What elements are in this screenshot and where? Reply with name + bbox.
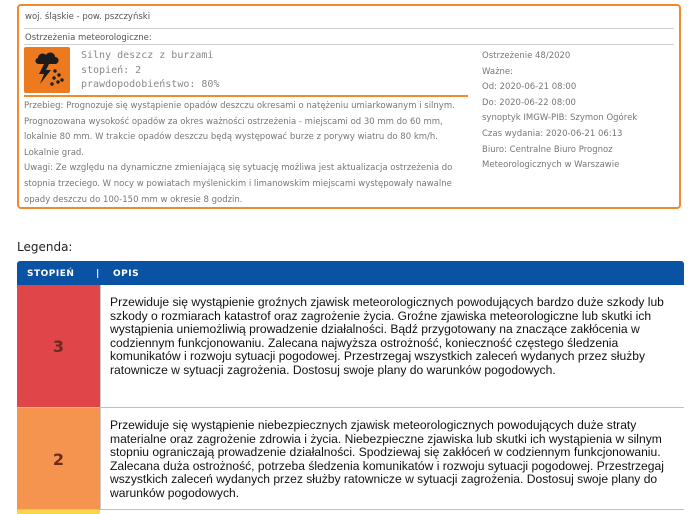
- level-cell: 2: [17, 408, 100, 510]
- legend-title: Legenda:: [17, 240, 73, 254]
- level-label: stopień: 2: [81, 64, 142, 76]
- valid-to: Do: 2020-06-22 08:00: [482, 97, 576, 108]
- divider: [24, 44, 674, 45]
- warning-summary: [81, 49, 219, 93]
- legend-row-2: [17, 408, 684, 510]
- description-column-header: OPIS: [113, 269, 140, 279]
- warning-meta: [482, 49, 677, 174]
- level-column-header: STOPIEŃ: [27, 269, 75, 279]
- warning-card: [17, 4, 681, 209]
- warning-number: Ostrzeżenie 48/2020: [482, 51, 571, 61]
- probability-label: prawdopodobieństwo: 80%: [81, 79, 220, 90]
- phenomenon-label: Silny deszcz z burzami: [81, 50, 214, 61]
- divider: [24, 28, 674, 29]
- divider: [100, 408, 101, 510]
- legend-row-3: [17, 285, 684, 408]
- course-text: Przebieg: Prognozuje się wystąpienie opadów deszczu okresami o natężeniu umiarkowanym i silnym. Prognozowana wysokość opadów za okres ważności ostrzeżenia - miejscami od 30 mm do 60 mm, lokalnie 80 mm. W trakcie opadów deszczu będą występować burze z porywy wiatru do 80 km/h. Lokalnie grad.: [24, 101, 455, 158]
- office-label: Biuro: Centralne Biuro Prognoz Meteorologicznych w Warszawie: [482, 144, 620, 171]
- synoptic-label: synoptyk IMGW-PIB: Szymon Ogórek: [482, 113, 638, 124]
- level-description: Przewiduje się wystąpienie niebezpiecznych zjawisk meteorologicznych powodujących duże straty materialne oraz zagrożenie zdrowia i życia. Niebezpieczne zjawiska lub skutki ich wystąpienia w silnym stopniu ograniczają prowadzenie działalności. Spodziewaj się zakłóceń w codziennym funkcjonowaniu. Zalecana duża ostrożność, potrzeba śledzenia komunikatów i rozwoju sytuacji pogodowej. Przestrzegaj wszystkich zaleceń wydanych przez służby ratownicze w sytuacji zagrożenia. Dostosuj swoje plany do warunków pogodowych.: [110, 418, 664, 500]
- region-label: woj. śląskie - pow. pszczyński: [25, 12, 151, 22]
- column-divider: |: [96, 269, 100, 279]
- warning-description: [24, 99, 468, 208]
- level-description: Przewiduje się wystąpienie groźnych zjawisk meteorologicznych powodujących bardzo duże szkody lub szkody o rozmiarach katastrof oraz zagrożenie życia. Groźne zjawiska meteorologiczne lub skutki ich wystąpienia uniemożliwią prowadzenie działalności. Bądź przygotowany na znaczące zakłócenia w codziennym funkcjonowaniu. Zalecana najwyższa ostrożność, konieczność częstego śledzenia komunikatów i rozwoju sytuacji pogodowej. Przestrzegaj wszystkich zaleceń wydanych przez służby ratownicze w sytuacji zagrożenia. Dostosuj swoje plany do warunków pogodowych.: [110, 295, 664, 377]
- level-cell: [17, 510, 100, 514]
- legend-row-1: [17, 510, 684, 514]
- legend-header: [17, 261, 684, 285]
- issued-time: Czas wydania: 2020-06-21 06:13: [482, 128, 623, 139]
- valid-from: Od: 2020-06-21 08:00: [482, 82, 577, 93]
- section-title: Ostrzeżenia meteorologiczne:: [25, 33, 152, 43]
- accent-rule: [24, 95, 468, 97]
- remarks-text: Uwagi: Ze względu na dynamiczne zmieniającą się sytuację możliwa jest aktualizacja ostrzeżenia do stopnia trzeciego. W nocy w powiatach myślenickim i limanowskim miejscami występowały nawalne opady deszczu do 100-150 mm w okresie 8 godzin.: [24, 163, 453, 205]
- valid-label: Ważne:: [482, 66, 514, 77]
- rain-storm-icon: [24, 47, 70, 93]
- level-cell: 3: [17, 285, 100, 408]
- divider: [100, 285, 101, 408]
